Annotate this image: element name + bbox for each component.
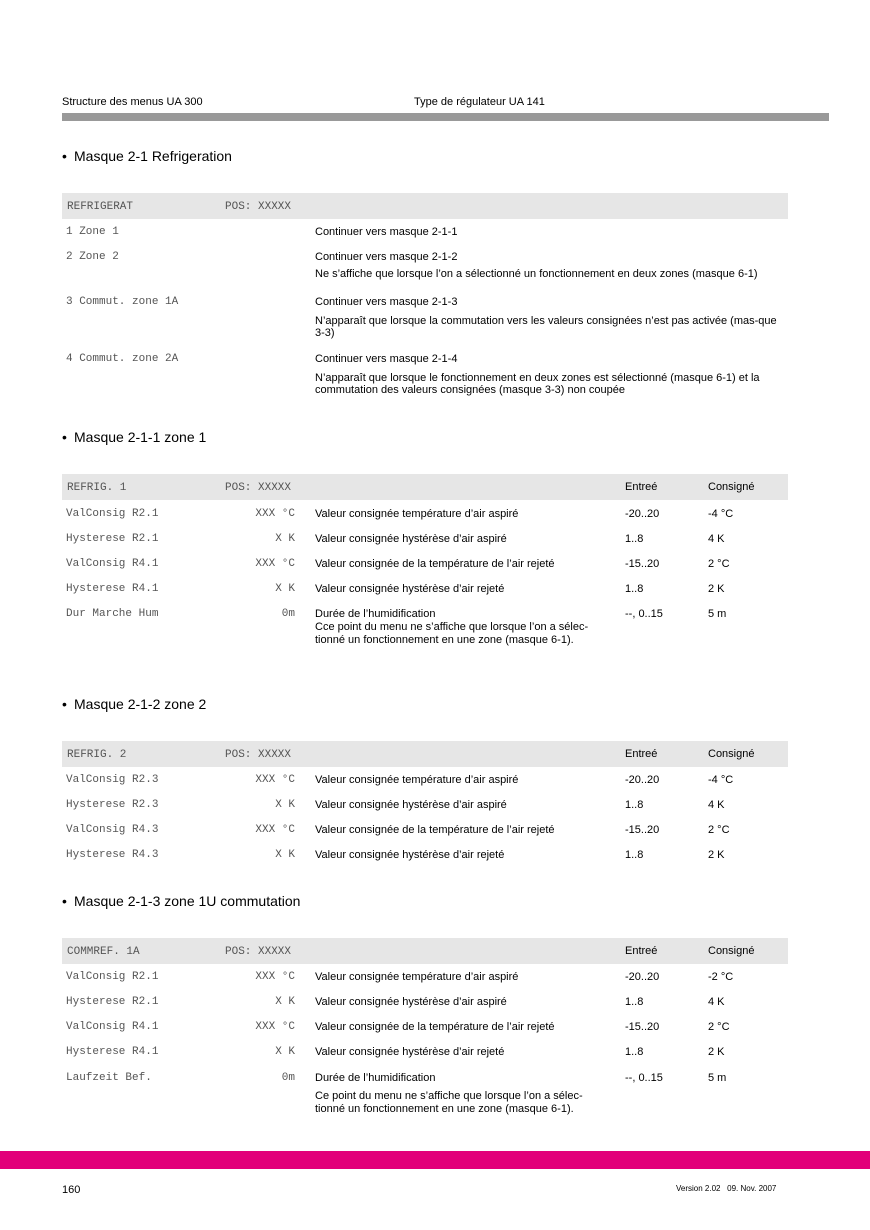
table-header — [62, 193, 788, 219]
table-header: REFRIG. 1 POS: XXXXX Entreé Consigné — [62, 474, 788, 500]
header-left: Structure des menus UA 300 — [62, 96, 203, 108]
header-rule — [62, 113, 829, 121]
menu-name: REFRIGERAT — [67, 201, 134, 213]
table-header: REFRIG. 2 POS: XXXXX Entreé Consigné — [62, 741, 788, 767]
section-title: • Masque 2-1-3 zone 1U commutation — [62, 893, 301, 909]
section-title: • Masque 2-1 Refrigeration — [62, 148, 232, 164]
version-info: Version 2.02 09. Nov. 2007 — [676, 1184, 777, 1193]
footer-band — [0, 1151, 870, 1169]
menu-pos: POS: XXXXX — [225, 201, 292, 213]
page-number: 160 — [62, 1184, 81, 1196]
section-title: • Masque 2-1-2 zone 2 — [62, 696, 207, 712]
header-center: Type de régulateur UA 141 — [414, 96, 545, 108]
table-header: COMMREF. 1A POS: XXXXX Entreé Consigné — [62, 938, 788, 964]
section-title: • Masque 2-1-1 zone 1 — [62, 429, 207, 445]
